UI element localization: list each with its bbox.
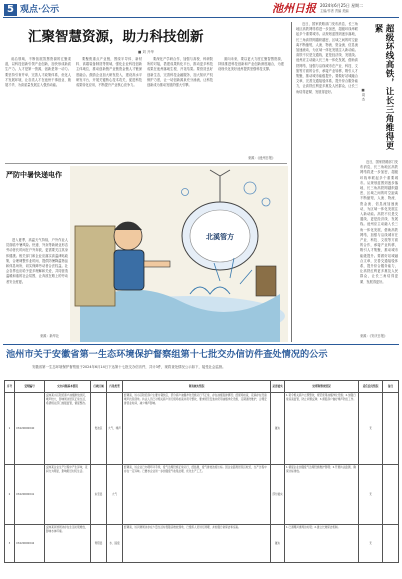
cell-id: X3420000042: [15, 525, 45, 563]
lead-article-signoff: 来源：《池州日报》: [248, 156, 276, 160]
column-divider: [291, 22, 292, 342]
editorial-cartoon: [70, 166, 288, 342]
notice-table-header: [5, 381, 399, 393]
cartoon-article-title: 严防中暑快递电作: [6, 171, 62, 179]
right-column-body-lower: 近日，国家铁路部门发布消息，长三角地区高铁网络将进一步加密，超级环线串联起多个重要城市。从规划蓝图到逐步落地，长三角高铁网越织越密，区域之间的时空距离不断缩短，人流、物流、资金流、信息流加速流动，为区域一体化发展注入新动能。高铁不仅是交通线，更是经济线、发展线。池州应主动融入长三角一体化发展，借助高铁网络，加强与沿线城市在产业、科技、文旅等方面的合作，承接产业转移，吸引人才集聚，推动城市能级提升。要做好站城融合文章，完善交通接驳体系，提升综合服务能力，让高铁红利更多惠及人民群众，让长三角结得更紧、发展得更好。: [360, 160, 398, 284]
cell-issue: 反映某河道周边存在生活垃圾堆放，影响水体环境。: [45, 525, 91, 563]
cartoon-sign-text: 北溪管方: [206, 233, 234, 241]
header-rule: [3, 17, 399, 18]
notice-intro: 安徽省第一生态环境保护督察组于2024年6月14日下达第十七批交办信访件，共计3件，现将查处情况公示如下，接受社会监督。: [32, 365, 226, 369]
col-header: 处理和整改情况: [285, 381, 359, 393]
lead-article-byline: ■ 刘 开华: [138, 50, 155, 54]
cell-verdict: 属实: [271, 525, 285, 563]
col-header: 是否属实: [271, 381, 285, 393]
cell-verdict: 部分属实: [271, 465, 285, 525]
table-row: [5, 525, 399, 563]
newspaper-logo: 池州日报: [272, 2, 316, 15]
table-row: [5, 393, 399, 465]
cell-no: 3: [5, 525, 15, 563]
cell-survey: 经调查，该小区附近商户主要为餐饮店，部分商户油烟净化设施运行不正常，存在油烟直排情况；经现场检查，夜间存在设备噪声扰民现象。执法人员已对相关商户进行现场检查并责令整改，要求规范安装并使用油烟净化设施，定期清洗维护，合理安排营业时间，减少噪声影响。: [123, 393, 271, 465]
notice-table: [4, 380, 399, 563]
cell-issue: 反映某企业生产过程中产生异味，夜间尤为明显，影响附近村民生活。: [45, 465, 91, 525]
table-row: [5, 465, 399, 525]
cartoon-article-signoff: 来源：新华社: [40, 334, 60, 338]
right-column-headline: 超级环线高铁，让长三角维得更紧: [373, 24, 394, 150]
cell-region: 东至县: [91, 465, 107, 525]
cell-type: 水、固废: [107, 525, 123, 563]
lead-article-col-1: 前沿领域，不断拓展智慧资源的汇聚渠道，以科技创新引领产业创新，加快形成新质生产力。人才是第一资源，创新是第一动力。要坚持引育并举，完善人才政策体系，优化人才发展环境，让各类人才在池州干事创业、施展才华，为高质量发展注入强劲动能。: [5, 57, 71, 88]
right-column-body: 近日，国家铁路部门发布消息，长三角地区高铁网络将进一步加密，超级环线串联起多个重要城市。从规划蓝图到逐步落地，长三角高铁网越织越密，区域之间的时空距离不断缩短，人流、物流、资金流、信息流加速流动，为区域一体化发展注入新动能。高铁不仅是交通线，更是经济线、发展线。池州应主动融入长三角一体化发展，借助高铁网络，加强与沿线城市在产业、科技、文旅等方面的合作，承接产业转移，吸引人才集聚，推动城市能级提升。要做好站城融合文章，完善交通接驳体系，提升综合服务能力，让高铁红利更多惠及人民群众，让长三角结得更紧、发展得更好。: [296, 22, 358, 94]
cell-survey: 经调查，该河道周边存在少量生活垃圾随意堆放现象，已组织人员进行清理，并加强日常保洁和巡查。: [123, 525, 271, 563]
col-header: 污染类型: [107, 381, 123, 393]
cell-note: [383, 465, 399, 525]
cell-note: [383, 525, 399, 563]
cell-no: 1: [5, 393, 15, 465]
cell-accountability: 无: [359, 525, 383, 563]
notice-top-rule: [3, 344, 399, 345]
lead-article-bottom-rule: [5, 163, 287, 164]
lead-article-col-2: 要聚焦重点产业链，围绕半导体、新材料、高端装备制造等领域，强化企业科技创新主体地位，推动创新链产业链资金链人才链深度融合。鼓励企业加大研发投入，建设高水平研发平台，开展关键核心技术攻关，促进科技成果转化应用，不断提升产业核心竞争力。: [76, 57, 142, 88]
section-title: 观点·公示: [20, 5, 60, 15]
col-header: 行政区域: [91, 381, 107, 393]
cell-region: 贵池区: [91, 393, 107, 465]
cell-verdict: 属实: [271, 393, 285, 465]
cell-no: 2: [5, 465, 15, 525]
cartoon-article-body: 进入夏季，高温天气持续，户外作业人员面临中暑风险。快递、外卖等新就业形态劳动者长时间在户外奔波，更需要关注其身体健康。相关部门和企业应落实高温津贴政策，合理调整作业时间，提供防暑降温物品和休息场所，切实保障劳动者合法权益。社会各界也应给予更多理解和关爱，共同营造温暖和谐的社会氛围，让奔波在路上的劳动者安全度夏。: [6, 238, 68, 284]
cell-id: X3420000040: [15, 393, 45, 465]
notice-title: 池州市关于安徽省第一生态环境保护督察组第十七批交办信访件查处情况的公示: [6, 349, 328, 360]
lead-article-col-4: 面向未来，要以更大力度汇聚智慧资源，持续推进科技创新和产业创新深度融合，为建设现代化美好池州提供坚强科技支撑。: [218, 57, 284, 72]
issue-date: 2024年6月25日 星期二: [320, 3, 364, 8]
cell-region: 青阳县: [91, 525, 107, 563]
col-header: 序号: [5, 381, 15, 393]
cell-accountability: 无: [359, 465, 383, 525]
cell-note: [383, 393, 399, 465]
cell-accountability: 无: [359, 393, 383, 465]
col-header: 调查核实情况: [123, 381, 271, 393]
page-number: 5: [7, 4, 14, 15]
cell-handling: 1.已清理河道周边垃圾；2.建立长效保洁机制。: [285, 525, 359, 563]
col-header: 责任追究情况: [359, 381, 383, 393]
cell-issue: 反映某小区附近商户油烟排放扰民，噪声较大，影响周边居民正常生活，希望相关部门加强监管，督促整改。: [45, 393, 91, 465]
cell-type: 大气、噪声: [107, 393, 123, 465]
right-column-signoff: 来源：《安庆日报》: [360, 334, 388, 338]
right-column-byline: ■ 周 杰: [361, 88, 365, 101]
cell-handling: 1.督促企业加强废气治理设施维护管理；2.开展执法监测，确保达标排放。: [285, 465, 359, 525]
lead-article-col-3: 要深化产学研合作，加强与高校、科研院所的对接，搭建成果转化平台，推动更多科技成果在池州落地生根、开花结果。要营造良好创新生态，完善科技金融服务，加大知识产权保护力度，让一切创新源泉充分涌流，让科技创新成为推动发展的强大引擎。: [147, 57, 213, 88]
cell-id: X3420000041: [15, 465, 45, 525]
edition-info: 主编/作者 责编 美编: [320, 9, 349, 13]
col-header: 受理编号: [15, 381, 45, 393]
cell-survey: 经调查，该企业已办理环评手续，废气治理设施正常运行，经监测，废气排放浓度达标。因企业距离居民区较近，生产过程中存在一定异味。已要求企业进一步加强废气收集处理，优化生产工艺。: [123, 465, 271, 525]
cell-handling: 1.责令相关商户立即整改，规范使用油烟净化设施；2.加强日常巡查监管，防止问题反弹；3.督促商户做好噪声防治工作。: [285, 393, 359, 465]
col-header: 交办问题基本情况: [45, 381, 91, 393]
col-header: 备注: [383, 381, 399, 393]
lead-article-title: 汇聚智慧资源，助力科技创新: [28, 29, 204, 45]
cell-type: 大气: [107, 465, 123, 525]
